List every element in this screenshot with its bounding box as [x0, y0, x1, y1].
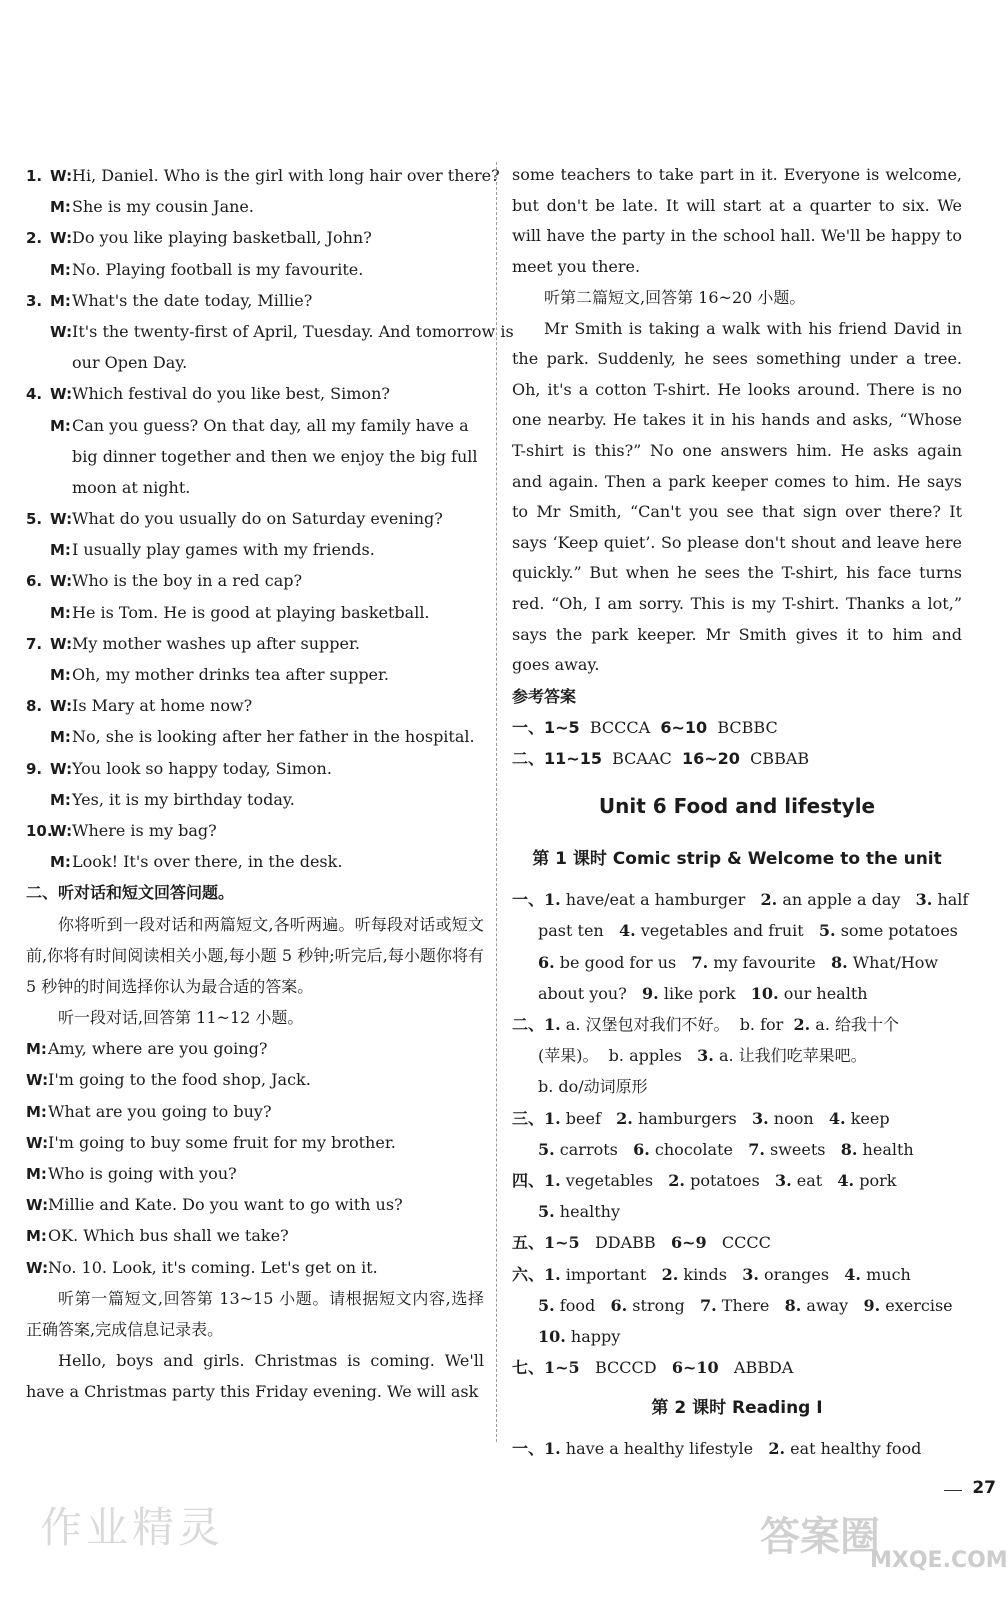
speaker-label: M: [26, 1040, 47, 1059]
dialog-text: Where is my bag? [72, 820, 217, 840]
watermark-url: MXQE.COM [870, 1548, 1008, 1573]
dialog-line [26, 503, 484, 534]
dialog-line [26, 378, 484, 409]
answer-text: 5. healthy [538, 1202, 620, 1222]
dialog-line [26, 222, 484, 253]
dialog-line [26, 1096, 484, 1127]
answer-text: 1. have/eat a hamburger 2. an apple a day 3. half [544, 890, 969, 910]
dialog-line [26, 1158, 484, 1189]
right-column [512, 160, 969, 1464]
speaker-label: M: [26, 1102, 47, 1121]
answer-values: BCCCA [579, 717, 661, 737]
answer-line [512, 1040, 962, 1071]
answer-section-label: 五、 [512, 1233, 545, 1253]
answer-line [512, 1071, 962, 1102]
dialog-line [26, 784, 484, 815]
answer-line [512, 947, 962, 978]
dialog-intro: 听一段对话,回答第 11~12 小题。 [58, 1008, 304, 1028]
dialog-number: 8. [26, 697, 43, 716]
dialog-text: Can you guess? On that day, all my family have a [72, 415, 469, 435]
answer-text: 1. beef 2. hamburgers 3. noon 4. keep [544, 1108, 890, 1128]
dialog-number: 2. [26, 229, 43, 248]
dialog-text: I'm going to buy some fruit for my brother. [48, 1132, 396, 1152]
speaker-label: M: [26, 1165, 47, 1184]
answer-text: 6. be good for us 7. my favourite 8. What/How [538, 952, 939, 972]
answer-row [512, 712, 962, 743]
dialog-text: Amy, where are you going? [48, 1039, 268, 1059]
answer-line [512, 915, 962, 946]
answers-title: 参考答案 [512, 686, 577, 706]
answer-section-label: 一、 [512, 1439, 545, 1459]
answer-range: 11~15 [544, 749, 602, 769]
dialog-text: Who is the boy in a red cap? [72, 571, 303, 591]
speaker-label: W: [50, 510, 73, 529]
dialog-line [26, 753, 484, 784]
speaker-label: W: [50, 759, 73, 778]
answer-line [512, 1103, 962, 1134]
dialog-line [26, 628, 484, 659]
answer-values: BCAAC [601, 749, 682, 769]
passage1-intro: 听第一篇短文,回答第 13~15 小题。请根据短文内容,选择正确答案,完成信息记录表。 [26, 1288, 484, 1339]
dialog-text: What are you going to buy? [48, 1101, 272, 1121]
speaker-label: M: [50, 790, 71, 809]
answer-text: 5. food 6. strong 7. There 8. away 9. exercise [538, 1295, 953, 1315]
speaker-label: W: [50, 634, 73, 653]
dialog-line [26, 1189, 484, 1220]
dialog-line [26, 254, 484, 285]
dialog-text: Which festival do you like best, Simon? [72, 384, 390, 404]
dialog-line [26, 565, 484, 596]
column-divider [496, 162, 497, 1442]
answer-text: 1~5 BCCCD 6~10 ABBDA [544, 1358, 794, 1378]
dialog-text: No. Playing football is my favourite. [72, 259, 364, 279]
unit-title: Unit 6 Food and lifestyle [598, 794, 876, 819]
dialog-text: What's the date today, Millie? [72, 290, 313, 310]
speaker-label: W: [50, 229, 73, 248]
dialog-line [26, 721, 484, 752]
dialog-line [26, 1033, 484, 1064]
dialog-text: Oh, my mother drinks tea after supper. [72, 665, 389, 684]
lesson-title: 第 1 课时 Comic strip & Welcome to the unit [532, 849, 942, 870]
dialog-line [26, 815, 484, 846]
speaker-label: W: [50, 572, 73, 591]
watermark-right-logo: 答案圈 [760, 1514, 880, 1560]
speaker-label: M: [50, 541, 71, 560]
dialog-line-continued: our Open Day. [72, 353, 188, 373]
dialog-text: Do you like playing basketball, John? [72, 228, 372, 248]
dialog-text: Who is going with you? [48, 1164, 237, 1184]
answer-section-label: 三、 [512, 1108, 545, 1128]
speaker-label: W: [26, 1196, 49, 1215]
passage2-text: Mr Smith is taking a walk with his friend David in the park. Suddenly, he sees something under a tree. Oh, it's a cotton T-shirt. He looks around. There is no one nearby. He takes it in his hands and asks, “Whose T-shirt is this?” No one answers him. He asks again and again. Then a park keeper comes to him. He says to Mr Smith, “Can't you see that sign over there? It says ‘Keep quiet’. So please don't shout and leave here quickly.” But when he sees the T-shirt, his face turns red. “Oh, I am sorry. This is my T-shirt. Thanks a lot,” says the park keeper. Mr Smith gives it to him and goes away. [512, 318, 962, 675]
answer-text: 5. carrots 6. chocolate 7. sweets 8. health [538, 1139, 914, 1159]
dialog-line [26, 410, 484, 441]
dialog-text: Yes, it is my birthday today. [72, 789, 295, 809]
answer-text: (苹果)。 b. apples 3. a. 让我们吃苹果吧。 [538, 1046, 867, 1066]
answer-row [512, 743, 962, 774]
speaker-label: M: [50, 728, 71, 747]
answer-section-label: 六、 [512, 1264, 545, 1284]
dialog-text: What do you usually do on Saturday evening? [72, 509, 443, 529]
speaker-label: M: [50, 291, 71, 310]
answer-line [512, 1196, 962, 1227]
answer-values: CBBAB [739, 749, 810, 769]
answer-line [512, 1165, 962, 1196]
speaker-label: M: [50, 666, 71, 684]
dialog-text: He is Tom. He is good at playing basketball. [72, 602, 430, 622]
dialog-number: 6. [26, 572, 43, 591]
answer-section-label: 二、 [512, 1015, 545, 1034]
answer-text: about you? 9. like pork 10. our health [538, 983, 868, 1003]
dialog-line [26, 846, 484, 877]
answer-label: 一、 [512, 717, 545, 737]
answer-label: 二、 [512, 749, 545, 769]
answer-range: 16~20 [681, 749, 740, 769]
answer-line [512, 884, 969, 915]
speaker-label: W: [26, 1133, 49, 1152]
dialog-text: No, she is looking after her father in the hospital. [72, 727, 475, 747]
dialog-line [26, 191, 484, 222]
dialog-line [26, 690, 484, 721]
dialog-text: She is my cousin Jane. [72, 197, 254, 217]
page-number-dash [944, 1490, 962, 1491]
dialog-line [26, 534, 484, 565]
dialog-line [26, 1064, 484, 1095]
dialog-text: You look so happy today, Simon. [72, 758, 332, 778]
passage2-intro: 听第二篇短文,回答第 16~20 小题。 [544, 288, 806, 308]
answer-section-label: 七、 [512, 1358, 545, 1378]
answer-text: 1. important 2. kinds 3. oranges 4. much [544, 1264, 911, 1284]
answer-line [512, 1227, 962, 1258]
answer-text: 10. happy [538, 1326, 621, 1346]
dialog-text: No. 10. Look, it's coming. Let's get on it. [48, 1257, 378, 1277]
dialog-text: Is Mary at home now? [72, 696, 253, 716]
dialog-text: I usually play games with my friends. [72, 540, 375, 560]
answer-range: 1~5 [544, 717, 580, 737]
answer-values: BCBBC [707, 717, 778, 737]
answer-section-label: 一、 [512, 890, 545, 910]
dialog-line-continued: moon at night. [72, 477, 191, 497]
answer-text: 1. a. 汉堡包对我们不好。 b. for 2. a. 给我十个 [544, 1015, 899, 1034]
answer-line [512, 1290, 962, 1321]
dialog-text: Hi, Daniel. Who is the girl with long hair over there? [72, 166, 500, 185]
answer-line [512, 978, 962, 1009]
page-number: 27 [972, 1478, 996, 1498]
dialog-text: It's the twenty-first of April, Tuesday. And tomorrow is [72, 321, 514, 341]
answer-section-label: 四、 [512, 1170, 545, 1190]
dialog-number: 10. [26, 821, 53, 840]
dialog-text: Millie and Kate. Do you want to go with us? [48, 1195, 403, 1215]
dialog-number: 9. [26, 759, 43, 778]
dialog-line [26, 160, 500, 191]
dialog-text: I'm going to the food shop, Jack. [48, 1070, 311, 1090]
speaker-label: W: [26, 1071, 49, 1090]
answer-text: 1~5 DDABB 6~9 CCCC [544, 1233, 771, 1253]
left-column [26, 160, 514, 1408]
dialog-line [26, 285, 484, 316]
dialog-text: OK. Which bus shall we take? [48, 1226, 289, 1246]
dialog-text: Look! It's over there, in the desk. [72, 852, 343, 872]
speaker-label: M: [50, 603, 71, 622]
answer-line [512, 1433, 962, 1464]
speaker-label: M: [50, 853, 71, 872]
speaker-label: W: [50, 385, 73, 404]
lesson-title: 第 2 课时 Reading Ⅰ [651, 1398, 823, 1419]
passage1-text-continued: some teachers to take part in it. Everyone is welcome, but don't be late. It will start at a quarter to six. We will have the party in the school hall. We'll be happy to meet you there. [512, 165, 962, 276]
speaker-label: W: [50, 322, 73, 341]
dialog-number: 5. [26, 510, 43, 529]
dialog-line [26, 1220, 484, 1251]
dialog-number: 3. [26, 291, 43, 310]
speaker-label: M: [50, 198, 71, 217]
answer-line [512, 1321, 962, 1352]
speaker-label: M: [26, 1227, 47, 1246]
answer-line [512, 1009, 962, 1040]
answer-text: 1. have a healthy lifestyle 2. eat healthy food [544, 1439, 922, 1459]
answer-text: past ten 4. vegetables and fruit 5. some potatoes [538, 921, 958, 941]
answer-line [512, 1134, 962, 1165]
dialog-line [26, 1127, 484, 1158]
speaker-label: W: [26, 1258, 49, 1277]
answer-line [512, 1352, 962, 1383]
dialog-number: 7. [26, 634, 43, 653]
answer-line [512, 1259, 962, 1290]
dialog-number: 4. [26, 385, 43, 404]
answer-text: b. do/动词原形 [538, 1077, 648, 1097]
section-title: 二、听对话和短文回答问题。 [26, 883, 235, 903]
speaker-label: W: [50, 821, 73, 840]
dialog-text: My mother washes up after supper. [72, 633, 360, 653]
watermark-left: 作业精灵 [40, 1503, 225, 1552]
answer-text: 1. vegetables 2. potatoes 3. eat 4. pork [544, 1170, 897, 1190]
dialog-line [26, 659, 484, 690]
speaker-label: M: [50, 416, 71, 435]
dialog-line [26, 597, 484, 628]
speaker-label: W: [50, 167, 73, 185]
passage1-text: Hello, boys and girls. Christmas is coming. We'll have a Christmas party this Friday evening. We will ask [26, 1351, 484, 1402]
dialog-line [26, 1252, 484, 1283]
section-instructions: 你将听到一段对话和两篇短文,各听两遍。听每段对话或短文前,你将有时间阅读相关小题,每小题 5 秒钟;听完后,每小题你将有 5 秒钟的时间选择你认为最合适的答案。 [26, 914, 484, 996]
speaker-label: W: [50, 697, 73, 716]
answer-range: 6~10 [660, 717, 708, 737]
dialog-line-continued: big dinner together and then we enjoy the big full [72, 446, 478, 466]
dialog-line [26, 316, 514, 347]
dialog-number: 1. [26, 167, 43, 185]
speaker-label: M: [50, 260, 71, 279]
